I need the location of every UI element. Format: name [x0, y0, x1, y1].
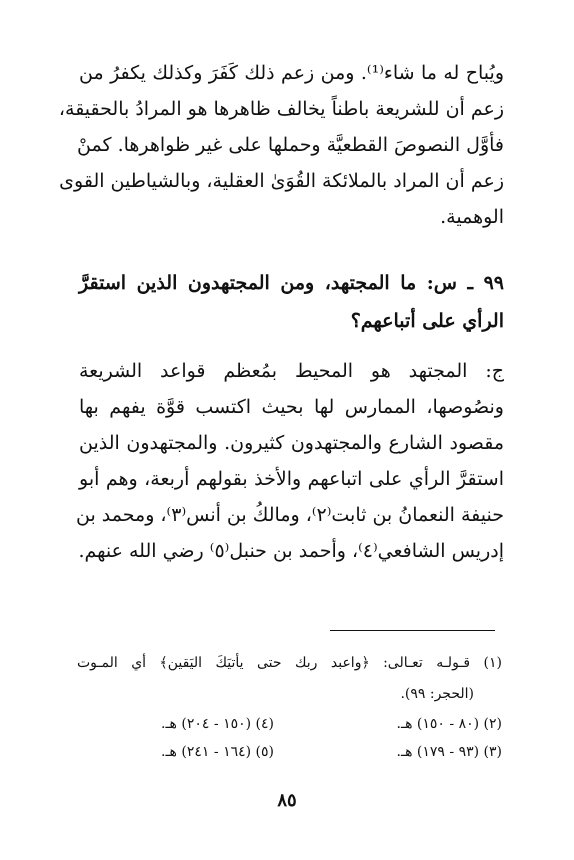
text-line: زعم أن المراد بالملائكة القُوَىٰ العقلية، وبالشياطين القوى: [59, 170, 504, 192]
text-line: إدريس الشافعي⁽٤⁾، وأحمد بن حنبل⁽٥⁾ رضي الله عنهم.: [78, 540, 504, 562]
page-number: ٨٥: [277, 790, 297, 811]
text-line: حنيفة النعمانُ بن ثابت⁽٢⁾، ومالكُ بن أنس⁽٣⁾، ومحمد بن: [76, 504, 504, 526]
text-line: الوهمية.: [440, 206, 504, 228]
text-line: ونصُوصها، الممارس لها بحيث اكتسب قوَّة يفهم بها: [79, 396, 504, 418]
footnote-5: (٥) (١٦٤ - ٢٤١) هـ.: [161, 744, 274, 760]
text-line: ويُباح له ما شاء⁽¹⁾. ومن زعم ذلك كَفَرَ وكذلك يكفرُ من: [79, 62, 505, 84]
text-line: ج: المجتهد هو المحيط بمُعظم قواعد الشريعة: [79, 360, 504, 382]
text-line: زعم أن للشريعة باطناً يخالف ظاهرها هو المرادُ بالحقيقة،: [58, 98, 504, 120]
footnote-2: (٢) (٨٠ - ١٥٠) هـ.: [396, 716, 502, 732]
footnote-4: (٤) (١٥٠ - ٢٠٤) هـ.: [161, 716, 274, 732]
question-line: ٩٩ ـ س: ما المجتهد، ومن المجتهدون الذين استقرَّ: [79, 272, 504, 294]
footnote-separator: [330, 630, 495, 631]
text-line: مقصود الشارع والمجتهدون كثيرون. والمجتهدون الذين: [79, 432, 504, 454]
text-line: استقرَّ الرأي على اتباعهم والأخذ بقولهم أربعة، وهم أبو: [79, 468, 504, 490]
footnote-1-cont: (الحجر: ٩٩).: [400, 686, 474, 702]
footnote-1: (١) قـولـه تعـالى: ﴿واعبد ربك حتى يأتيَكَ اليَقين﴾ أي المـوت: [77, 655, 502, 671]
footnote-3: (٣) (٩٣ - ١٧٩) هـ.: [396, 744, 502, 760]
text-line: فأوَّل النصوصَ القطعيَّة وحملها على غير ظواهرها. كمنْ: [77, 134, 504, 156]
question-line: الرأي على أتباعهم؟: [350, 310, 504, 332]
